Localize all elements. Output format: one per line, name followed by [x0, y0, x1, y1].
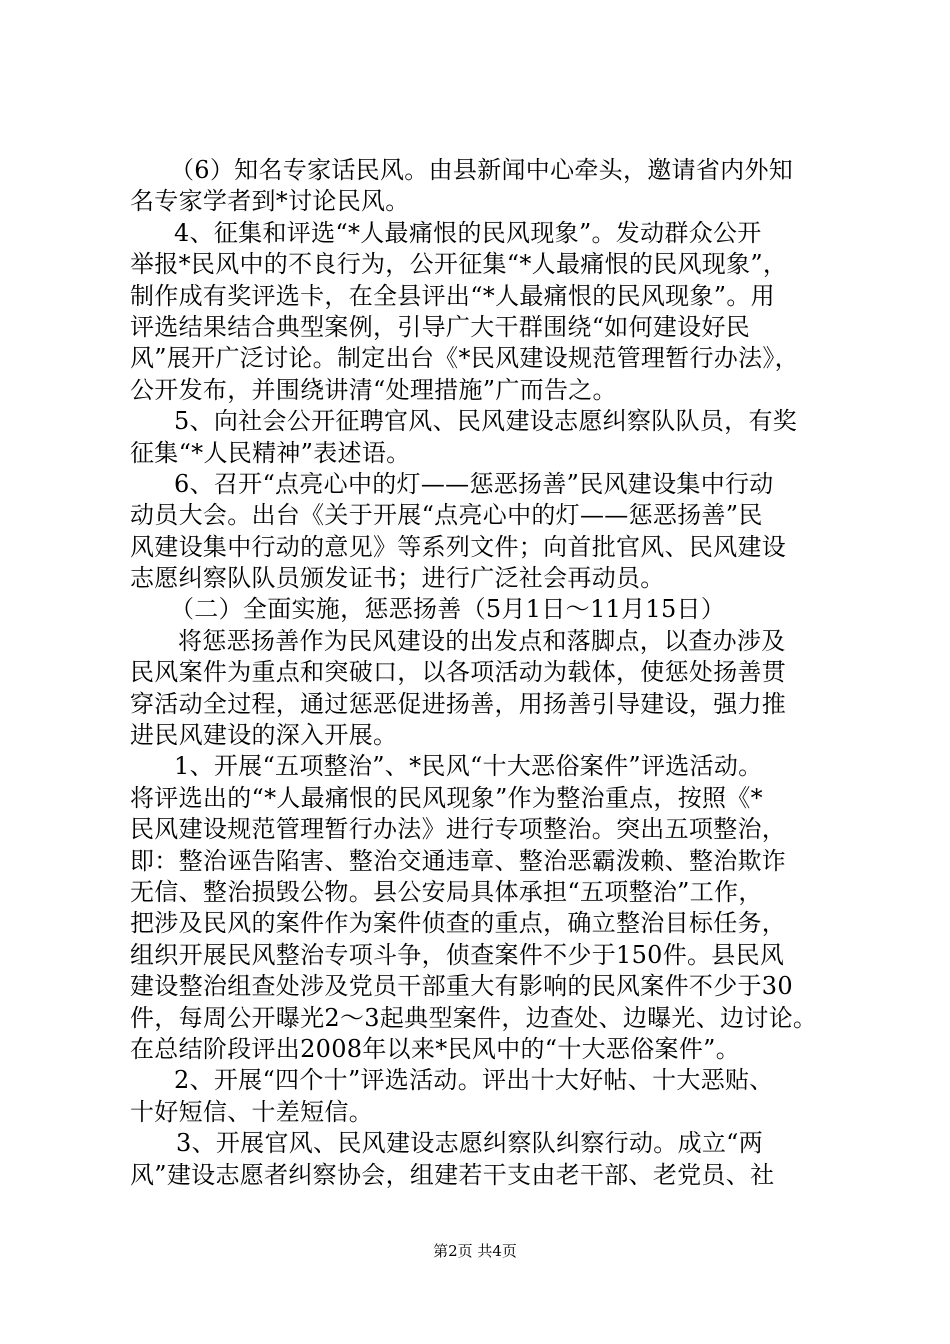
page-footer: 第2页 共4页: [433, 1242, 517, 1260]
text-line: 6、召开“点亮心中的灯——惩恶扬善”民风建设集中行动: [174, 469, 774, 498]
text-line: 进民风建设的深入开展。: [130, 721, 398, 750]
text-line: 风”展开广泛讨论。制定出台《*民风建设规范管理暂行办法》，: [130, 344, 799, 373]
text-line: 风”建设志愿者纠察协会，组建若干支由老干部、老党员、社: [130, 1160, 775, 1189]
text-line: 风建设集中行动的意见》等系列文件；向首批官风、民风建设: [130, 532, 787, 561]
text-line: 公开发布，并围绕讲清“处理措施”广而告之。: [130, 375, 617, 404]
text-line: 4、征集和评选“*人最痛恨的民风现象”。发动群众公开: [174, 218, 762, 247]
text-line: （6）知名专家话民风。由县新闻中心牵头，邀请省内外知: [170, 156, 794, 184]
text-line: 动员大会。出台《关于开展“点亮心中的灯——惩恶扬善”民: [130, 501, 763, 530]
text-line: 举报*民风中的不良行为，公开征集“*人最痛恨的民风现象”，: [130, 250, 788, 279]
text-line: （二）全面实施，惩恶扬善（5月1日～11月15日）: [170, 595, 726, 624]
text-line: 把涉及民风的案件作为案件侦查的重点，确立整治目标任务，: [130, 909, 787, 938]
text-line: 制作成有奖评选卡，在全县评出“*人最痛恨的民风现象”。用: [130, 281, 775, 310]
text-line: 穿活动全过程，通过惩恶促进扬善，用扬善引导建设，强力推: [130, 689, 787, 718]
text-line: 征集“*人民精神”表述语。: [130, 438, 411, 467]
text-line: 1、开展“五项整治”、*民风“十大恶俗案件”评选活动。: [174, 752, 763, 781]
text-line: 评选结果结合典型案例，引导广大干群围绕“如何建设好民: [130, 312, 751, 341]
text-line: 组织开展民风整治专项斗争，侦查案件不少于150件。县民风: [130, 940, 785, 969]
text-line: 即：整治诬告陷害、整治交通违章、整治恶霸泼赖、整治欺诈: [130, 846, 787, 875]
document-body: [130, 155, 850, 1191]
text-line: 十好短信、十差短信。: [130, 1097, 373, 1126]
text-line: 民风案件为重点和突破口，以各项活动为载体，使惩处扬善贯: [130, 658, 787, 687]
text-line: 志愿纠察队队员颁发证书；进行广泛社会再动员。: [130, 564, 665, 593]
text-line: 无信、整治损毁公物。县公安局具体承担“五项整治”工作，: [130, 877, 763, 906]
text-line: 民风建设规范管理暂行办法》进行专项整治。突出五项整治，: [130, 815, 787, 844]
text-line: 建设整治组查处涉及党员干部重大有影响的民风案件不少于30: [130, 972, 793, 1001]
text-line: 3、开展官风、民风建设志愿纠察队纠察行动。成立“两: [176, 1129, 764, 1158]
text-line: 2、开展“四个十”评选活动。评出十大好帖、十大恶贴、: [174, 1066, 774, 1095]
text-line: 将评选出的“*人最痛恨的民风现象”作为整治重点，按照《*: [130, 783, 763, 812]
text-line: 件，每周公开曝光2～3起典型案件，边查处、边曝光、边讨论。: [130, 1003, 818, 1032]
text-line: 在总结阶段评出2008年以来*民风中的“十大恶俗案件”。: [130, 1034, 741, 1063]
text-line: 5、向社会公开征聘官风、民风建设志愿纠察队队员，有奖: [174, 407, 798, 436]
text-line: 将惩恶扬善作为民风建设的出发点和落脚点，以查办涉及: [178, 626, 786, 655]
text-line: 名专家学者到*讨论民风。: [130, 187, 410, 216]
